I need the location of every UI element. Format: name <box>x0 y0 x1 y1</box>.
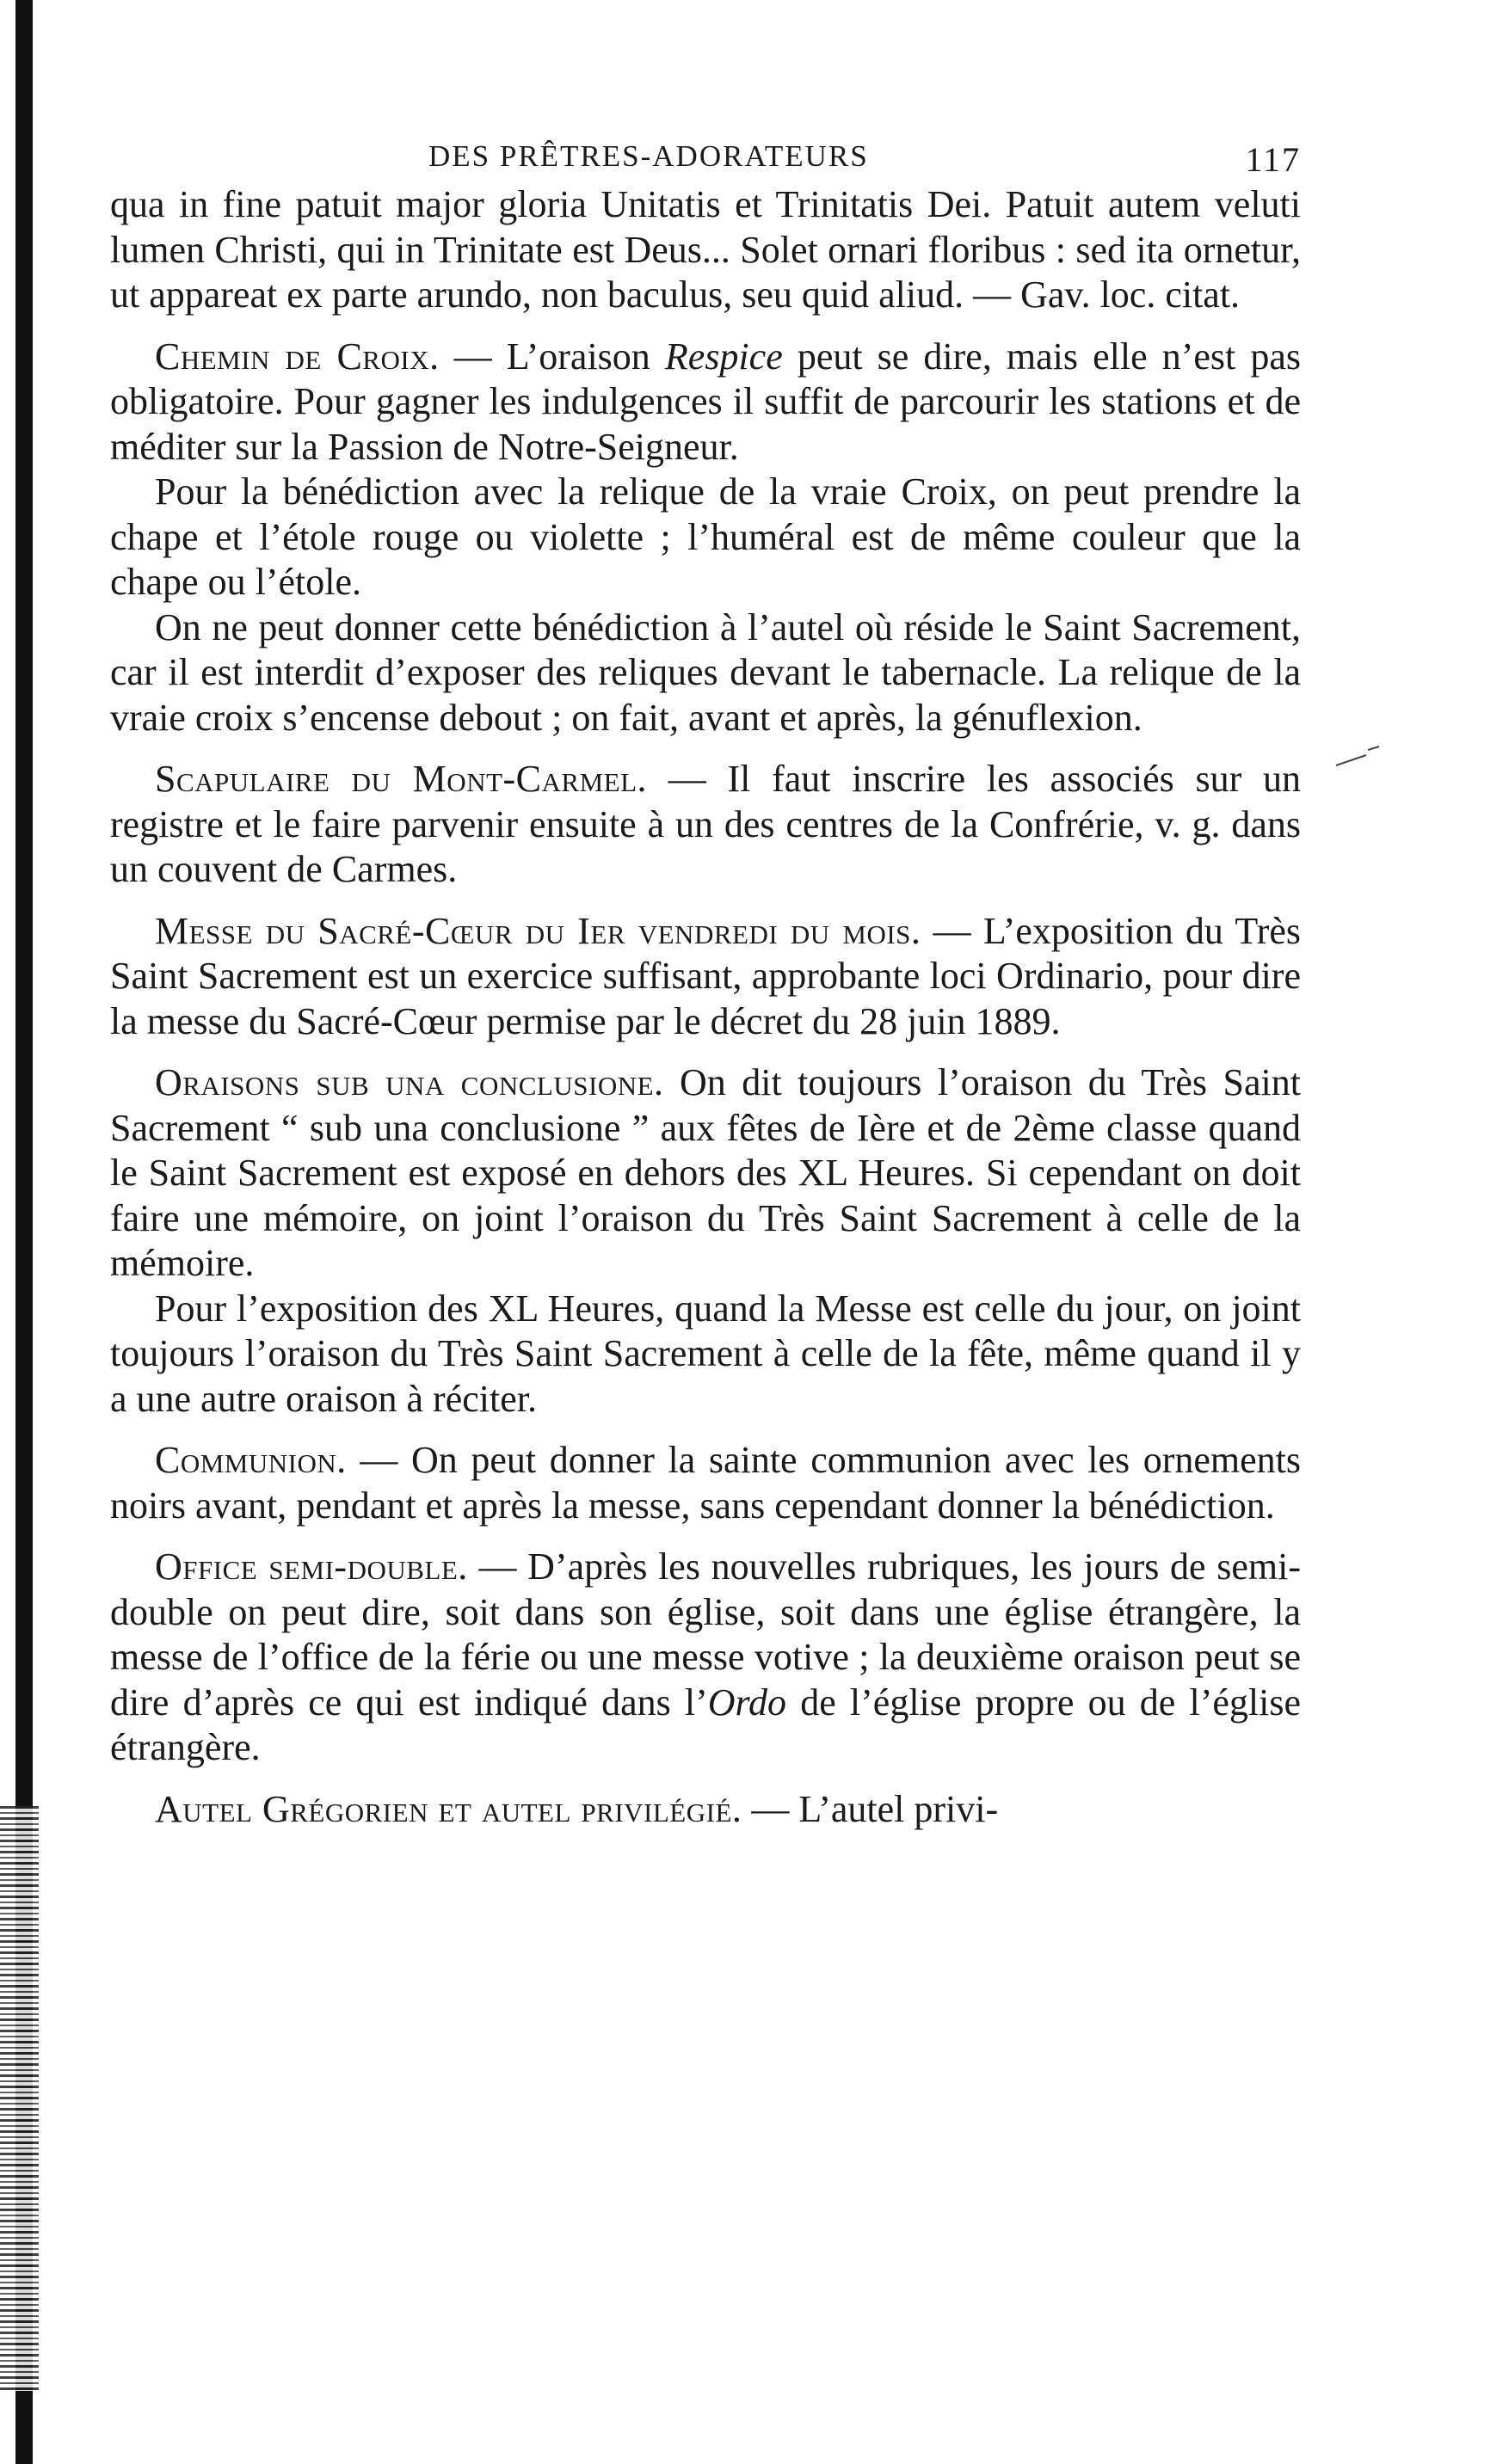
paragraph-office <box>110 1545 1301 1771</box>
chemin-p2-text: Pour la bénédiction avec la relique de la vraie Croix, on peut prendre la chape et l’étole rouge ou violette ; l’huméral est de même couleur que la chape ou l’étole. <box>110 470 1301 603</box>
section-heading-scapulaire: Scapulaire du Mont-Carmel. <box>155 758 648 800</box>
section-heading-oraisons: Oraisons sub una conclusione. <box>155 1061 664 1103</box>
section-heading-messe: Messe du Sacré-Cœur du Ier vendredi du mois. <box>155 909 921 952</box>
running-title: DES PRÊTRES-ADORATEURS <box>428 139 869 173</box>
paragraph-oraisons-2 <box>110 1287 1301 1422</box>
section-heading-autel: Autel Grégorien et autel privilégié. <box>155 1787 742 1830</box>
page-header <box>110 139 1301 179</box>
section-heading-chemin: Chemin de Croix. <box>155 335 440 378</box>
binding-scan-artifact <box>0 1806 39 2391</box>
chemin-p3-text: On ne peut donner cette bénédiction à l’autel où réside le Saint Sacrement, car il est interdit d’exposer des reliques devant le tabernacle. La relique de la vraie croix s’encense debout ; on fait, avant et après, la génuflexion. <box>110 605 1301 739</box>
paragraph-oraisons <box>110 1060 1301 1287</box>
paragraph-chemin-de-croix <box>110 335 1301 470</box>
paragraph-scapulaire <box>110 757 1301 893</box>
paragraph-autel <box>110 1787 1301 1833</box>
paragraph-intro <box>110 182 1301 318</box>
communion-text: — On peut donner la sainte communion avec les ornements noirs avant, pendant et après la messe, sans cependant donner la bénédiction. <box>110 1439 1301 1527</box>
page-number: 117 <box>1245 140 1301 179</box>
paragraph-chemin-2 <box>110 470 1301 605</box>
intro-text: qua in fine patuit major gloria Unitatis et Trinitatis Dei. Patuit autem veluti lumen Christi, qui in Trinitate est Deus... Solet ornari floribus : sed ita ornetur, ut appareat ex parte arundo, non baculus, seu quid aliud. — Gav. loc. citat. <box>110 183 1301 316</box>
messe-text: — L’exposition du Très Saint Sacrement est un exercice suffisant, approbante loci Ordinario, pour dire la messe du Sacré-Cœur permise par le décret du 28 juin 1889. <box>110 909 1302 1042</box>
section-heading-communion: Communion. <box>155 1439 347 1481</box>
paragraph-communion <box>110 1438 1301 1528</box>
paragraph-messe <box>110 909 1301 1045</box>
office-italic: Ordo <box>707 1681 787 1724</box>
oraisons-text: On dit toujours l’oraison du Très Saint Sacrement “ sub una conclusione ” aux fêtes de Ière et de 2ème classe quand le Saint Sacrement est exposé en dehors des XL Heures. Si cependant on doit faire une mémoire, on joint l’oraison du Très Saint Sacrement à celle de la mémoire. <box>110 1061 1301 1284</box>
chemin-text-a: — L’oraison <box>439 335 665 378</box>
office-text-a: — D’après les nouvelles rubriques, les jours de semi-double on peut dire, soit dans son église, soit dans une église étrangère, la messe de l’office de la férie ou une messe votive ; la deuxième oraison peut se dire d’après ce qui est indiqué dans l’ <box>110 1545 1301 1724</box>
office-text-b: de l’église propre ou de l’église étrangère. <box>110 1681 1301 1768</box>
oraisons-p2-text: Pour l’exposition des XL Heures, quand la Messe est celle du jour, on joint toujours l’oraison du Très Saint Sacrement à celle de la fête, même quand il y a une autre oraison à réciter. <box>110 1287 1301 1420</box>
chemin-italic: Respice <box>664 335 783 378</box>
autel-text: — L’autel privi- <box>742 1787 999 1830</box>
scapulaire-text: — Il faut inscrire les associés sur un registre et le faire parvenir ensuite à un des centres de la Confrérie, v. g. dans un couvent de Carmes. <box>110 758 1301 890</box>
margin-mark <box>1332 731 1383 783</box>
section-heading-office: Office semi-double. <box>155 1545 468 1588</box>
chemin-text-b: peut se dire, mais elle n’est pas obligatoire. Pour gagner les indulgences il suffit de parcourir les stations et de méditer sur la Passion de Notre-Seigneur. <box>110 335 1301 468</box>
paragraph-chemin-3 <box>110 605 1301 741</box>
page-body <box>110 139 1301 1832</box>
